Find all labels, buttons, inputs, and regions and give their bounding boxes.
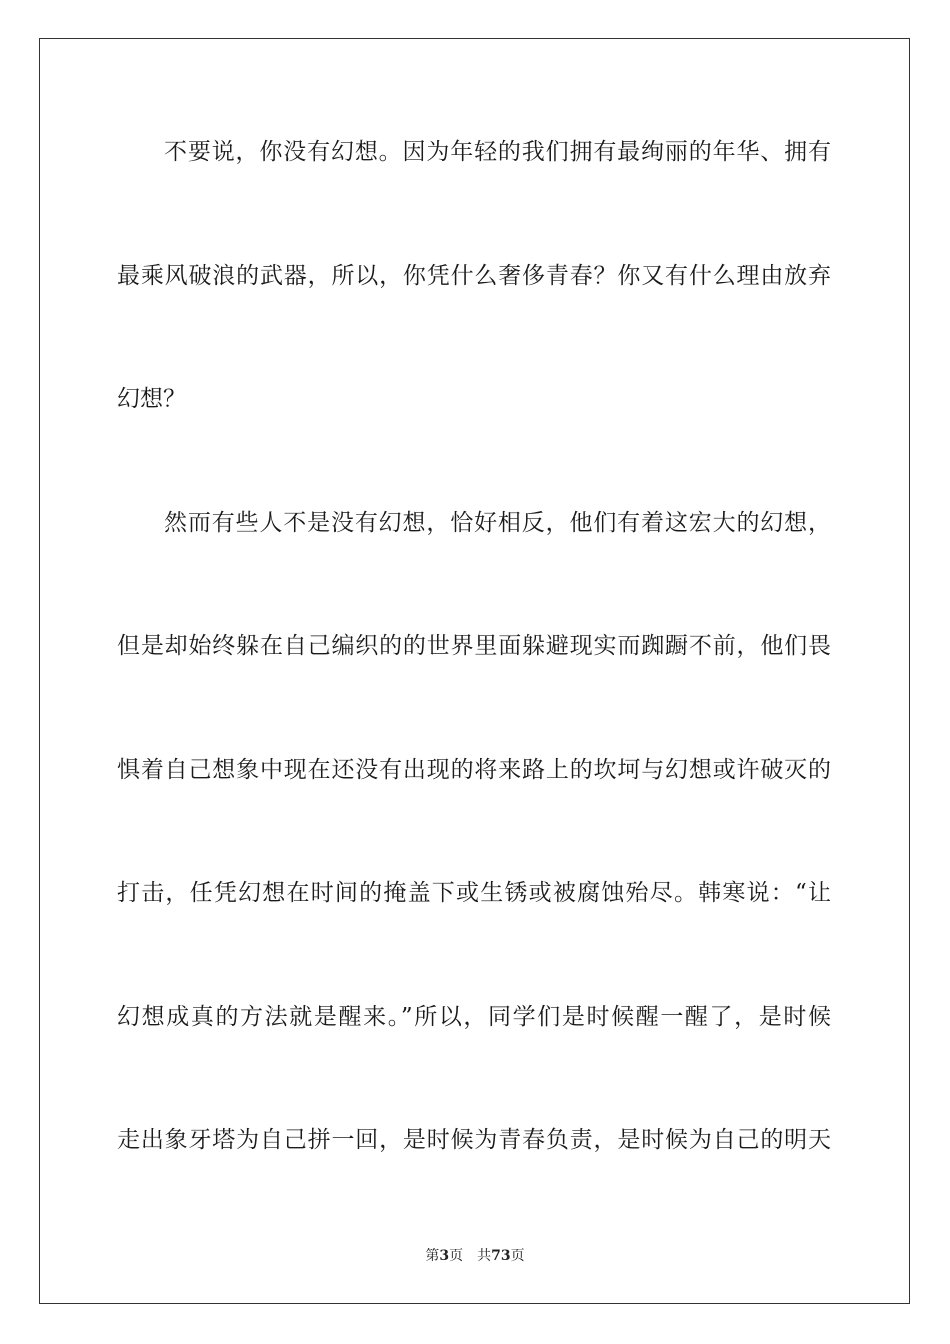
paragraph-1-line-2: 最乘风破浪的武器，所以，你凭什么奢侈青春？你又有什么理由放弃: [117, 263, 831, 289]
paragraph-1-line-1: 不要说，你没有幻想。因为年轻的我们拥有最绚丽的年华、拥有: [164, 139, 831, 165]
footer-total-unit: 页: [510, 1248, 525, 1264]
footer-total-prefix: 共: [477, 1248, 492, 1264]
current-page-number: 3: [439, 1248, 450, 1264]
paragraph-2-line-1: 然而有些人不是没有幻想，恰好相反，他们有着这宏大的幻想，: [164, 510, 831, 536]
footer-page-unit: 页: [449, 1248, 464, 1264]
paragraph-1-line-3: 幻想？: [117, 386, 186, 412]
footer-prefix: 第: [425, 1248, 440, 1264]
paragraph-2-line-2: 但是却始终躲在自己编织的的世界里面躲避现实而踟蹰不前，他们畏: [117, 633, 831, 659]
paragraph-2-line-5: 幻想成真的方法就是醒来。”所以，同学们是时候醒一醒了，是时候: [117, 1004, 831, 1030]
paragraph-2-line-4: 打击，任凭幻想在时间的掩盖下或生锈或被腐蚀殆尽。韩寒说：“让: [117, 880, 831, 906]
page-footer: [0, 1247, 950, 1265]
paragraph-2-line-3: 惧着自己想象中现在还没有出现的将来路上的坎坷与幻想或许破灭的: [117, 757, 831, 783]
page-border: [39, 38, 910, 1304]
total-page-count: 73: [491, 1248, 511, 1264]
paragraph-2-line-6: 走出象牙塔为自己拼一回，是时候为青春负责，是时候为自己的明天: [117, 1127, 831, 1153]
